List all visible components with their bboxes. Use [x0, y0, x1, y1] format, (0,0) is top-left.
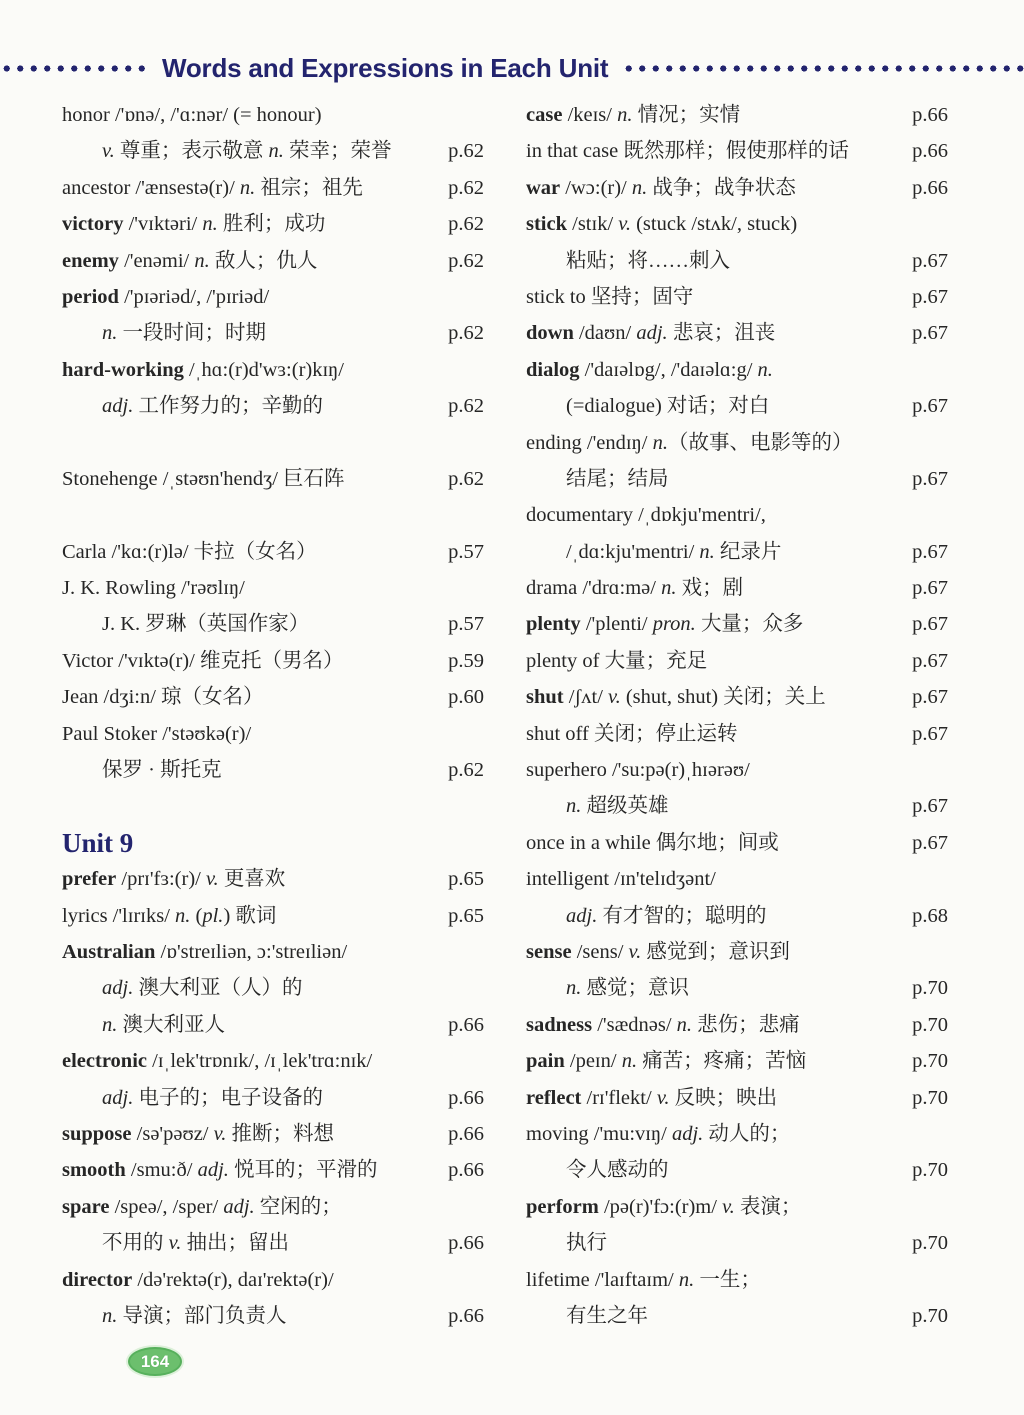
page-ref: p.66 — [912, 104, 948, 126]
vocab-text: (=dialogue) 对话；对白 — [566, 395, 770, 418]
page-ref: p.65 — [448, 868, 484, 891]
vocab-text: moving /'mu:vɪŋ/ adj. 动人的； — [526, 1122, 791, 1145]
vocab-text: /ˌdɑ:kju'mentri/ n. 纪录片 — [566, 540, 782, 563]
vocab-line — [62, 716, 484, 752]
page-ref: p.62 — [448, 140, 484, 163]
vocab-text: Stonehenge /ˌstəʊn'hendʒ/ 巨石阵 — [62, 467, 345, 490]
vocab-text: sense /sens/ v. 感觉到；意识到 — [526, 940, 790, 963]
vocab-line — [526, 679, 948, 715]
vocab-text: J. K. 罗琳（英国作家） — [102, 613, 310, 636]
vocab-text: electronic /ɪˌlek'trɒnɪk/, /ɪˌlek'trɑ:nɪk/ — [62, 1050, 373, 1073]
vocab-text: 令人感动的 — [566, 1159, 669, 1182]
line-spacer — [62, 425, 484, 461]
vocab-line — [526, 352, 948, 388]
vocab-text: in that case 既然那样；假使那样的话 — [526, 140, 849, 163]
vocab-line — [62, 97, 484, 133]
vocab-text: 结尾；结局 — [566, 467, 669, 490]
vocab-line — [62, 898, 484, 934]
vocab-text: dialog /'daɪəlɒg/, /'daɪəlɑ:g/ n. — [526, 358, 773, 381]
page-ref: p.66 — [448, 1159, 484, 1182]
vocab-line — [526, 1007, 948, 1043]
vocab-line — [526, 934, 948, 970]
vocab-line — [526, 1080, 948, 1116]
vocab-line — [526, 1298, 948, 1334]
vocab-text: superhero /'su:pə(r)ˌhɪərəʊ/ — [526, 759, 750, 782]
vocab-line — [62, 1298, 484, 1334]
unit-heading: Unit 9 — [62, 827, 134, 858]
vocab-text: adj. 澳大利亚（人）的 — [102, 977, 303, 1000]
page-ref: p.66 — [448, 1086, 484, 1109]
vocab-line — [62, 534, 484, 570]
vocab-line — [526, 206, 948, 242]
vocab-line — [526, 243, 948, 279]
page-ref: p.62 — [448, 322, 484, 345]
page-ref: p.67 — [912, 467, 948, 490]
page-ref: p.67 — [912, 722, 948, 745]
vocab-text: J. K. Rowling /'rəʊlɪŋ/ — [62, 577, 245, 600]
vocab-text: 保罗 · 斯托克 — [102, 759, 222, 782]
vocab-text: adj. 有才智的；聪明的 — [566, 904, 767, 927]
vocab-line — [62, 1007, 484, 1043]
page-ref: p.67 — [912, 540, 948, 563]
vocab-line — [526, 788, 948, 824]
vocab-text: 执行 — [566, 1232, 607, 1255]
line-spacer — [62, 788, 484, 824]
vocab-text: victory /'vɪktəri/ n. 胜利；成功 — [62, 213, 326, 236]
vocab-line — [62, 970, 484, 1006]
vocab-line — [526, 1225, 948, 1261]
page-ref: p.67 — [912, 395, 948, 418]
page-ref: p.70 — [912, 1050, 948, 1073]
page-ref: p.70 — [912, 1232, 948, 1255]
vocab-line — [526, 388, 948, 424]
vocab-line — [62, 570, 484, 606]
page-ref: p.67 — [912, 249, 948, 272]
vocab-line — [62, 170, 484, 206]
vocab-text: adj. 工作努力的；辛勤的 — [102, 395, 323, 418]
vocab-text: honor /'ɒnə/, /'ɑ:nər/ (= honour) — [62, 104, 322, 126]
page-ref: p.59 — [448, 649, 484, 672]
vocab-line — [62, 934, 484, 970]
vocab-text: prefer /prɪ'fɜ:(r)/ v. 更喜欢 — [62, 868, 286, 891]
vocab-text: 不用的 v. 抽出；留出 — [102, 1232, 289, 1255]
vocab-column-right — [526, 97, 948, 1334]
vocab-text: 粘贴；将……刺入 — [566, 249, 730, 272]
vocab-line — [526, 752, 948, 788]
page-ref: p.67 — [912, 613, 948, 636]
page-title: Words and Expressions in Each Unit — [162, 52, 609, 83]
vocab-line — [62, 206, 484, 242]
vocab-line — [62, 352, 484, 388]
vocab-text: once in a while 偶尔地；间或 — [526, 831, 779, 854]
vocab-text: 有生之年 — [566, 1304, 648, 1327]
vocab-text: n. 感觉；意识 — [566, 977, 689, 1000]
header-dots-left-decoration — [0, 64, 148, 73]
page-ref: p.70 — [912, 1159, 948, 1182]
page-ref: p.70 — [912, 1013, 948, 1036]
vocab-text: n. 导演；部门负责人 — [102, 1304, 287, 1327]
vocab-line — [526, 1262, 948, 1298]
vocab-text: drama /'drɑ:mə/ n. 戏；剧 — [526, 577, 744, 600]
vocab-line — [526, 643, 948, 679]
page-ref: p.65 — [448, 904, 484, 927]
page-ref: p.70 — [912, 1086, 948, 1109]
vocab-text: hard-working /ˌhɑ:(r)d'wɜ:(r)kɪŋ/ — [62, 358, 344, 381]
page-ref: p.60 — [448, 686, 484, 709]
vocab-line — [62, 1043, 484, 1079]
page-ref: p.62 — [448, 249, 484, 272]
vocab-line — [526, 315, 948, 351]
page-ref: p.66 — [448, 1232, 484, 1255]
vocab-text: adj. 电子的；电子设备的 — [102, 1086, 323, 1109]
vocab-line — [526, 461, 948, 497]
vocab-text: Victor /'vɪktə(r)/ 维克托（男名） — [62, 649, 344, 672]
vocab-line — [526, 97, 948, 133]
vocab-line — [526, 1152, 948, 1188]
page-ref: p.57 — [448, 540, 484, 563]
page-ref: p.66 — [912, 140, 948, 163]
vocab-text: stick to 坚持；固守 — [526, 285, 694, 308]
page-ref: p.68 — [912, 904, 948, 927]
page-ref: p.57 — [448, 613, 484, 636]
vocab-line — [526, 970, 948, 1006]
vocab-text: intelligent /ɪn'telɪdʒənt/ — [526, 868, 716, 891]
page-ref: p.62 — [448, 213, 484, 236]
vocab-text: n. 超级英雄 — [566, 795, 669, 818]
vocab-line — [526, 861, 948, 897]
page-ref: p.70 — [912, 977, 948, 1000]
vocab-text: case /keɪs/ n. 情况；实情 — [526, 104, 741, 126]
vocab-line — [62, 1080, 484, 1116]
page-number-badge: 164 — [128, 1347, 182, 1376]
vocab-text: n. 一段时间；时期 — [102, 322, 266, 345]
vocab-line — [526, 170, 948, 206]
vocab-text: period /'pɪəriəd/, /'pɪriəd/ — [62, 285, 270, 308]
vocab-line — [526, 1189, 948, 1225]
vocab-text: Jean /dʒi:n/ 琼（女名） — [62, 686, 264, 709]
vocab-text: n. 澳大利亚人 — [102, 1013, 225, 1036]
vocabulary-columns — [62, 97, 948, 1334]
page-ref: p.67 — [912, 649, 948, 672]
vocab-line — [62, 461, 484, 497]
vocab-line — [526, 425, 948, 461]
vocab-text: ancestor /'ænsestə(r)/ n. 祖宗；祖先 — [62, 176, 363, 199]
page-ref: p.62 — [448, 176, 484, 199]
vocab-line — [62, 1116, 484, 1152]
vocab-text: Australian /ɒ'streɪliən, ɔ:'streɪliən/ — [62, 940, 348, 963]
vocab-text: director /də'rektə(r), daɪ'rektə(r)/ — [62, 1268, 334, 1291]
vocab-column-left — [62, 97, 484, 1334]
page-ref: p.66 — [448, 1304, 484, 1327]
vocab-text: spare /speə/, /sper/ adj. 空闲的； — [62, 1195, 342, 1218]
vocab-line — [526, 279, 948, 315]
vocab-line — [62, 861, 484, 897]
page-ref: p.62 — [448, 467, 484, 490]
vocab-text: smooth /smu:ð/ adj. 悦耳的；平滑的 — [62, 1159, 378, 1182]
vocab-line — [526, 497, 948, 533]
vocab-text: down /daʊn/ adj. 悲哀；沮丧 — [526, 322, 776, 345]
vocab-text: sadness /'sædnəs/ n. 悲伤；悲痛 — [526, 1013, 800, 1036]
page-ref: p.62 — [448, 395, 484, 418]
header-dots-right-decoration — [622, 64, 1024, 73]
page-ref: p.66 — [912, 176, 948, 199]
vocab-line — [526, 1116, 948, 1152]
vocab-line — [62, 606, 484, 642]
vocab-line — [62, 243, 484, 279]
vocab-line — [526, 606, 948, 642]
vocab-line — [526, 825, 948, 861]
vocab-line — [62, 315, 484, 351]
page-ref: p.67 — [912, 577, 948, 600]
vocab-line — [526, 133, 948, 169]
vocab-text: enemy /'enəmi/ n. 敌人；仇人 — [62, 249, 318, 272]
vocab-text: reflect /rɪ'flekt/ v. 反映；映出 — [526, 1086, 778, 1109]
vocab-text: documentary /ˌdɒkju'mentri/, — [526, 504, 766, 527]
vocab-line — [62, 1262, 484, 1298]
vocab-line — [526, 1043, 948, 1079]
vocab-line — [526, 570, 948, 606]
vocab-text: ending /'endɪŋ/ n.（故事、电影等的） — [526, 431, 853, 454]
vocab-line — [62, 1189, 484, 1225]
vocab-text: war /wɔ:(r)/ n. 战争；战争状态 — [526, 176, 796, 199]
page-ref: p.67 — [912, 831, 948, 854]
page-ref: p.67 — [912, 686, 948, 709]
page-ref: p.70 — [912, 1304, 948, 1327]
vocab-text: stick /stɪk/ v. (stuck /stʌk/, stuck) — [526, 213, 798, 236]
page-ref: p.67 — [912, 795, 948, 818]
page-header — [0, 50, 1024, 86]
vocab-text: plenty of 大量；充足 — [526, 649, 708, 672]
vocab-line — [62, 679, 484, 715]
page-ref: p.67 — [912, 285, 948, 308]
vocab-line — [62, 752, 484, 788]
vocab-line — [62, 1225, 484, 1261]
vocab-line — [62, 279, 484, 315]
vocab-text: v. 尊重；表示敬意 n. 荣幸；荣誉 — [102, 140, 392, 163]
vocab-line — [62, 1152, 484, 1188]
vocab-line — [526, 898, 948, 934]
line-spacer — [62, 497, 484, 533]
page-ref: p.66 — [448, 1122, 484, 1145]
vocab-text: pain /peɪn/ n. 痛苦；疼痛；苦恼 — [526, 1050, 807, 1073]
vocab-line — [526, 534, 948, 570]
vocab-line — [526, 716, 948, 752]
vocab-line — [62, 133, 484, 169]
vocab-line — [62, 388, 484, 424]
vocab-text: shut /ʃʌt/ v. (shut, shut) 关闭；关上 — [526, 686, 826, 709]
vocab-text: perform /pə(r)'fɔ:(r)m/ v. 表演； — [526, 1195, 802, 1218]
vocab-line — [62, 643, 484, 679]
vocab-text: Paul Stoker /'stəʊkə(r)/ — [62, 722, 252, 745]
vocab-text: shut off 关闭；停止运转 — [526, 722, 738, 745]
page-ref: p.62 — [448, 759, 484, 782]
vocab-text: Carla /'kɑ:(r)lə/ 卡拉（女名） — [62, 540, 317, 563]
vocab-text: plenty /'plenti/ pron. 大量；众多 — [526, 613, 804, 636]
vocab-text: lyrics /'lɪrɪks/ n. (pl.) 歌词 — [62, 904, 277, 927]
vocab-text: lifetime /'laɪftaɪm/ n. 一生； — [526, 1268, 761, 1291]
page-ref: p.66 — [448, 1013, 484, 1036]
vocab-text: suppose /sə'pəʊz/ v. 推断；料想 — [62, 1122, 334, 1145]
page-ref: p.67 — [912, 322, 948, 345]
